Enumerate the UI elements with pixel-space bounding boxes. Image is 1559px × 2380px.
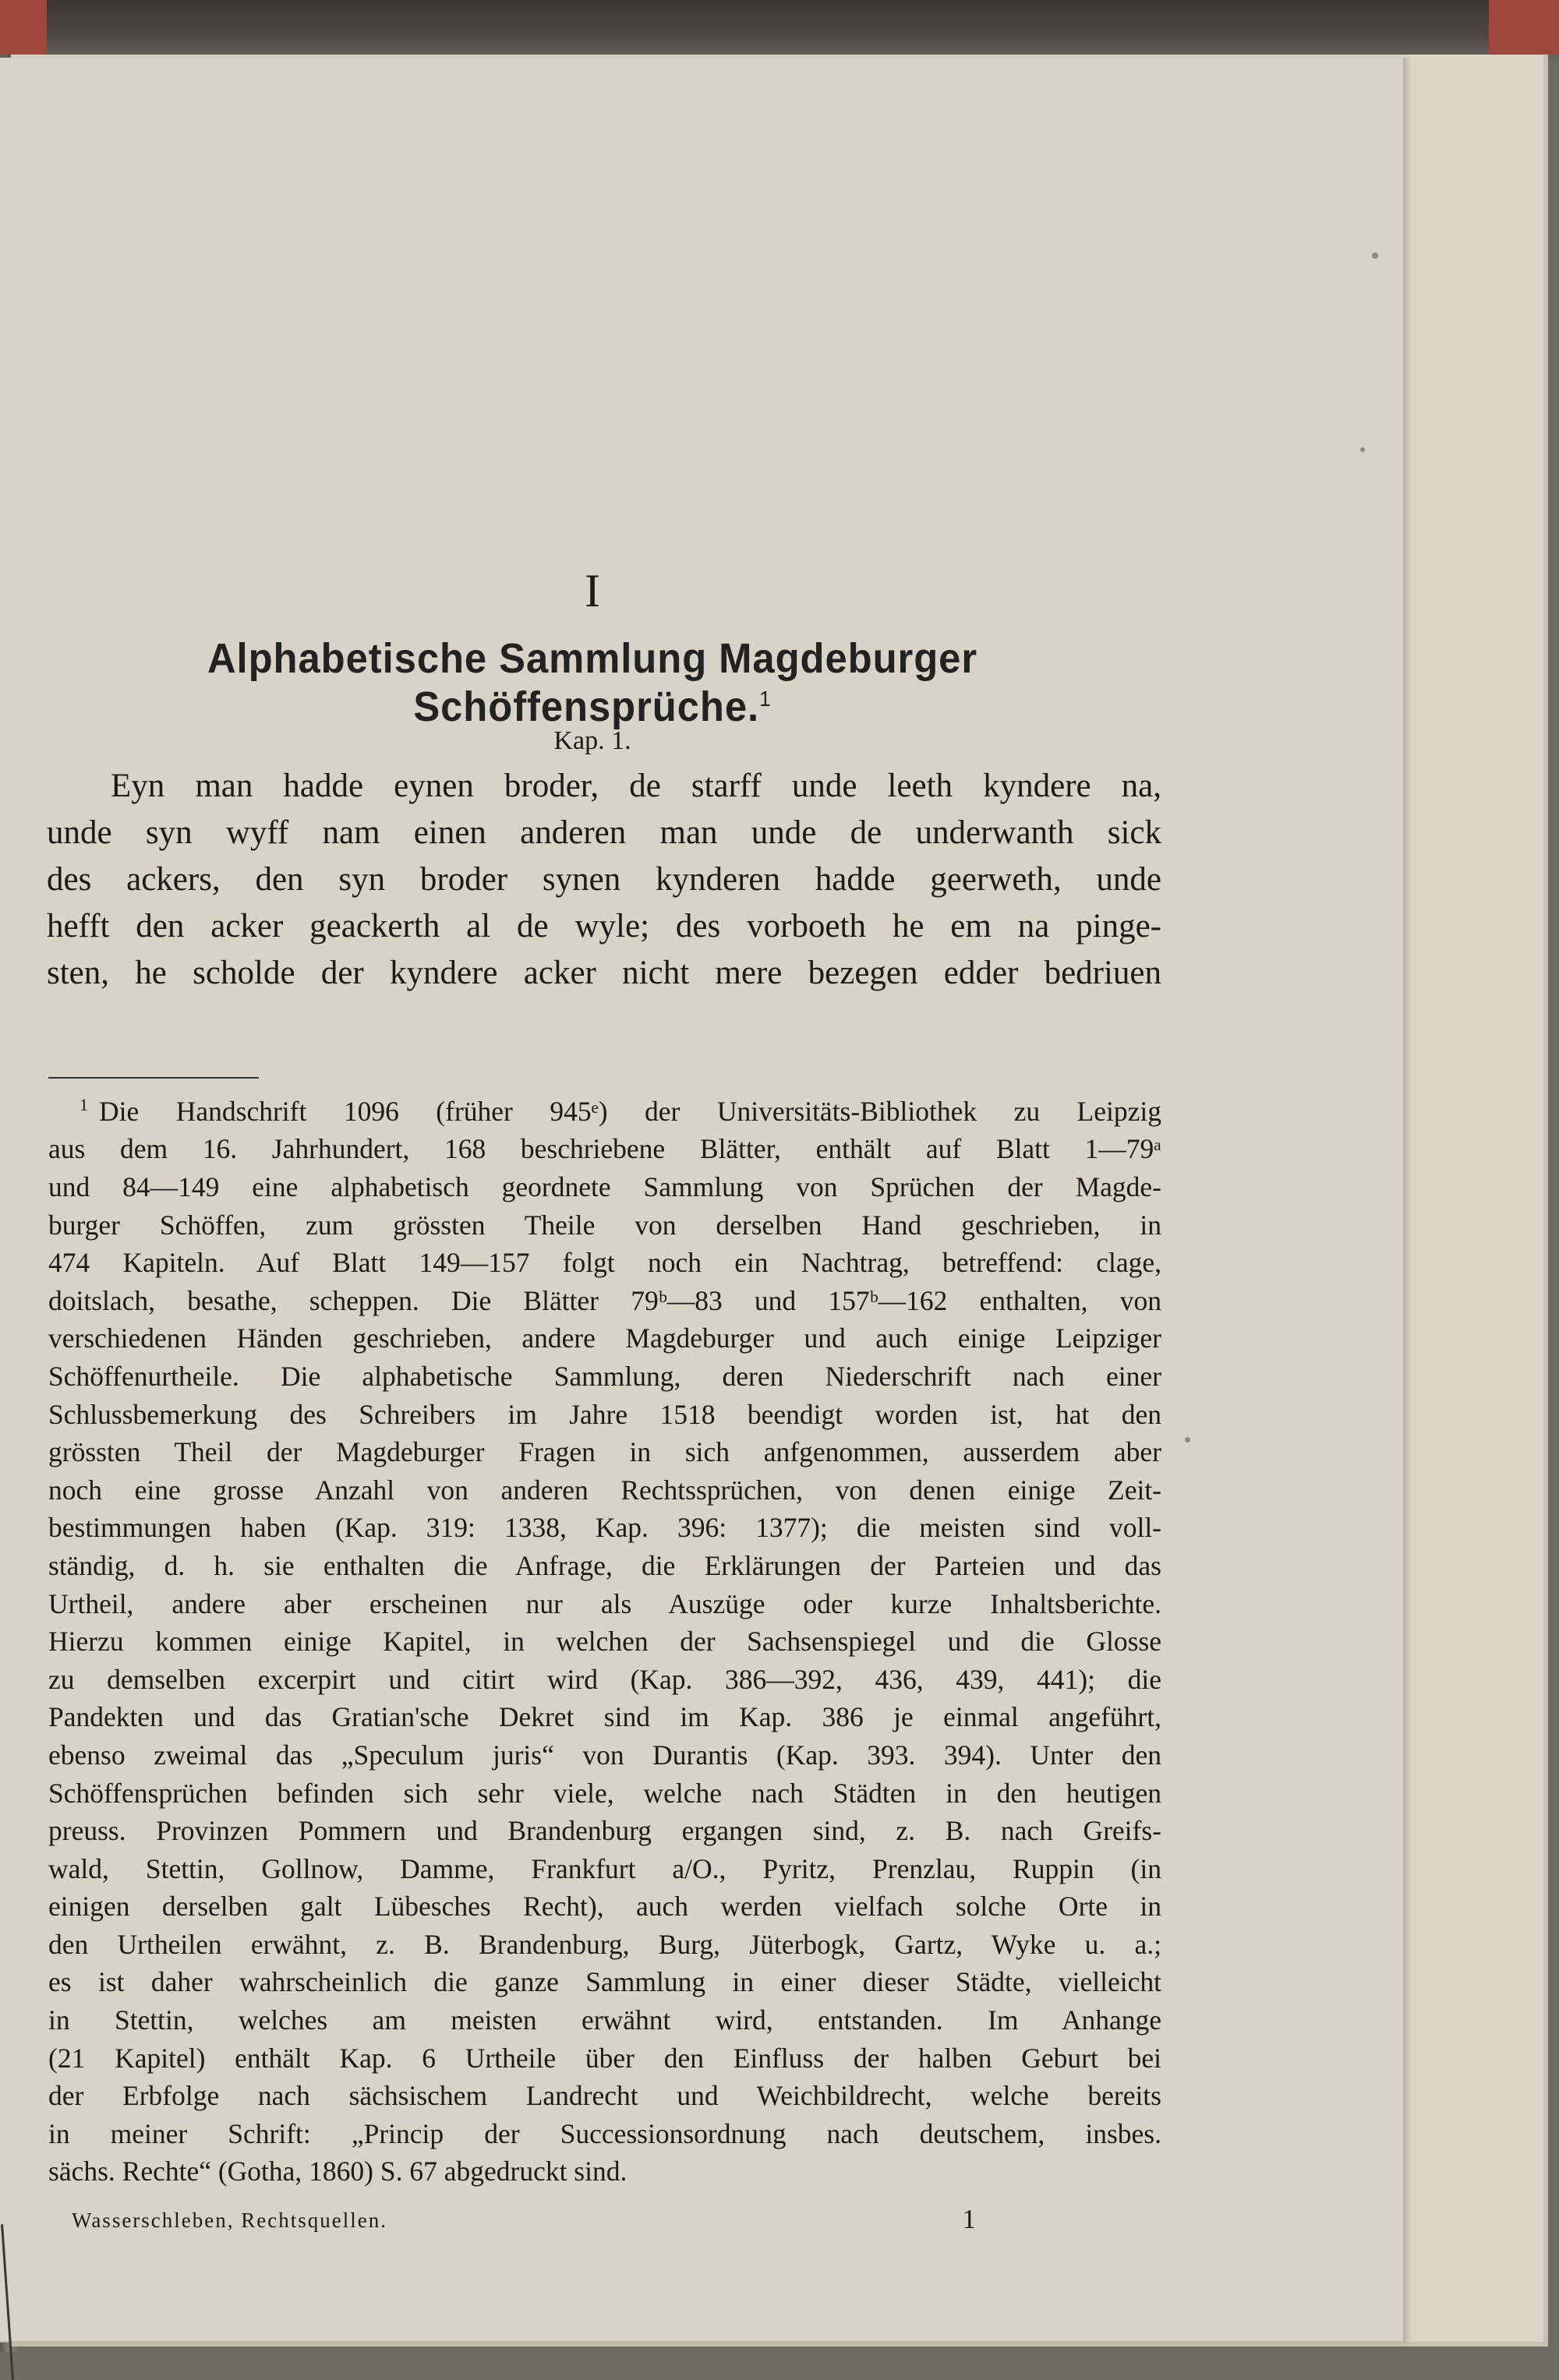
footnote-line: sächs. Rechte“ (Gotha, 1860) S. 67 abgedruckt sind. bbox=[48, 2156, 627, 2188]
title-text: Alphabetische Sammlung Magdeburger Schöffensprüche. bbox=[207, 635, 978, 730]
paper-speck bbox=[1372, 252, 1378, 259]
footnote-line-first bbox=[48, 1086, 1161, 1130]
body-line: Eyn man hadde eynen broder, de starff unde leeth kyndere na, bbox=[111, 768, 1161, 804]
footnote-line: ständig, d. h. sie enthalten die Anfrage, die Erklärungen der Parteien und das bbox=[48, 1549, 1161, 1581]
footnote-line: der Erbfolge nach sächsischem Landrecht und Weichbildrecht, welche bereits bbox=[48, 2080, 1161, 2112]
body-text bbox=[47, 763, 1161, 997]
footnote-marker: 1 bbox=[80, 1095, 88, 1114]
book-top-edge bbox=[0, 0, 1559, 61]
chapter-heading: Kap. 1. bbox=[553, 726, 631, 755]
book-page bbox=[0, 58, 1405, 2343]
footnote-line: in Stettin, welches am meisten erwähnt wird, entstanden. Im Anhange bbox=[48, 2004, 1161, 2036]
footnote-line: zu demselben excerpirt und citirt wird (Kap. 386—392, 436, 439, 441); die bbox=[48, 1663, 1161, 1695]
body-line: unde syn wyff nam einen anderen man unde de underwanth sick bbox=[47, 814, 1161, 851]
footnote-line: burger Schöffen, zum grössten Theile von derselben Hand geschrieben, in bbox=[48, 1209, 1161, 1241]
footnote-line: ebenso zweimal das „Speculum juris“ von Durantis (Kap. 393. 394). Unter den bbox=[48, 1739, 1161, 1771]
page-title bbox=[65, 634, 1120, 731]
footnote-line: bestimmungen haben (Kap. 319: 1338, Kap. 396: 1377); die meisten sind voll- bbox=[48, 1512, 1161, 1544]
footnote-divider bbox=[48, 1077, 259, 1079]
footnote-line: grössten Theil der Magdeburger Fragen in sich anfgenommen, ausserdem aber bbox=[48, 1436, 1161, 1468]
page-crease bbox=[1, 2224, 14, 2380]
signature-mark: 1 bbox=[962, 2204, 976, 2234]
footnote-line: wald, Stettin, Gollnow, Damme, Frankfurt a/O., Pyritz, Prenzlau, Ruppin (in bbox=[48, 1852, 1161, 1884]
footnote bbox=[48, 1086, 1161, 2191]
footnote-line: es ist daher wahrscheinlich die ganze Sammlung in einer dieser Städte, vielleicht bbox=[48, 1966, 1161, 1998]
body-line: hefft den acker geackerth al de wyle; des vorboeth he em na pinge- bbox=[47, 908, 1161, 945]
cover-corner-right bbox=[1489, 0, 1559, 55]
footnote-line: Pandekten und das Gratian'sche Dekret sind im Kap. 386 je einmal angeführt, bbox=[48, 1701, 1161, 1733]
paper-speck bbox=[1360, 447, 1365, 452]
footnote-line: preuss. Provinzen Pommern und Brandenburg ergangen sind, z. B. nach Greifs- bbox=[48, 1815, 1161, 1847]
body-line: sten, he scholde der kyndere acker nicht mere bezegen edder bedriuen bbox=[47, 955, 1161, 991]
footnote-line: doitslach, besathe, scheppen. Die Blätter 79ᵇ—83 und 157ᵇ—162 enthalten, von bbox=[48, 1284, 1161, 1316]
footnote-line: Schöffensprüchen befinden sich sehr viele, welche nach Städten in den heutigen bbox=[48, 1777, 1161, 1809]
footnote-line: Die Handschrift 1096 (früher 945ᵉ) der Universitäts-Bibliothek zu Leipzig bbox=[99, 1095, 1161, 1127]
cover-corner-left bbox=[0, 0, 47, 55]
footnote-line: Hierzu kommen einige Kapitel, in welchen der Sachsenspiegel und die Glosse bbox=[48, 1626, 1161, 1658]
footnote-line: in meiner Schrift: „Princip der Successionsordnung nach deutschem, insbes. bbox=[48, 2117, 1161, 2149]
chapter-numeral: I bbox=[585, 565, 600, 616]
footnote-line: (21 Kapitel) enthält Kap. 6 Urtheile über den Einfluss der halben Geburt bei bbox=[48, 2042, 1161, 2074]
footnote-line: 474 Kapiteln. Auf Blatt 149—157 folgt noch ein Nachtrag, betreffend: clage, bbox=[48, 1247, 1161, 1279]
footnote-line: den Urtheilen erwähnt, z. B. Brandenburg, Burg, Jüterbogk, Gartz, Wyke u. a.; bbox=[48, 1928, 1161, 1960]
footnote-line: aus dem 16. Jahrhundert, 168 beschriebene Blätter, enthält auf Blatt 1—79ᵃ bbox=[48, 1133, 1161, 1165]
footer-author-line: Wasserschleben, Rechtsquellen. bbox=[72, 2209, 387, 2232]
paper-speck bbox=[1185, 1437, 1190, 1442]
footnote-line: verschiedenen Händen geschrieben, andere Magdeburger und auch einige Leipziger bbox=[48, 1322, 1161, 1354]
body-line: des ackers, den syn broder synen kynderen hadde geerweth, unde bbox=[47, 861, 1161, 898]
footnote-line: Schöffenurtheile. Die alphabetische Sammlung, deren Niederschrift nach einer bbox=[48, 1360, 1161, 1392]
footnote-line: Schlussbemerkung des Schreibers im Jahre 1518 beendigt worden ist, hat den bbox=[48, 1398, 1161, 1430]
footnote-line: noch eine grosse Anzahl von anderen Rechtssprüchen, von denen einige Zeit- bbox=[48, 1474, 1161, 1506]
footnote-line: einigen derselben galt Lübesches Recht), auch werden vielfach solche Orte in bbox=[48, 1891, 1161, 1923]
footnote-line: und 84—149 eine alphabetisch geordnete Sammlung von Sprüchen der Magde- bbox=[48, 1171, 1161, 1203]
title-footnote-marker: 1 bbox=[759, 687, 772, 711]
footnote-line: Urtheil, andere aber erscheinen nur als Auszüge oder kurze Inhaltsberichte. bbox=[48, 1587, 1161, 1619]
